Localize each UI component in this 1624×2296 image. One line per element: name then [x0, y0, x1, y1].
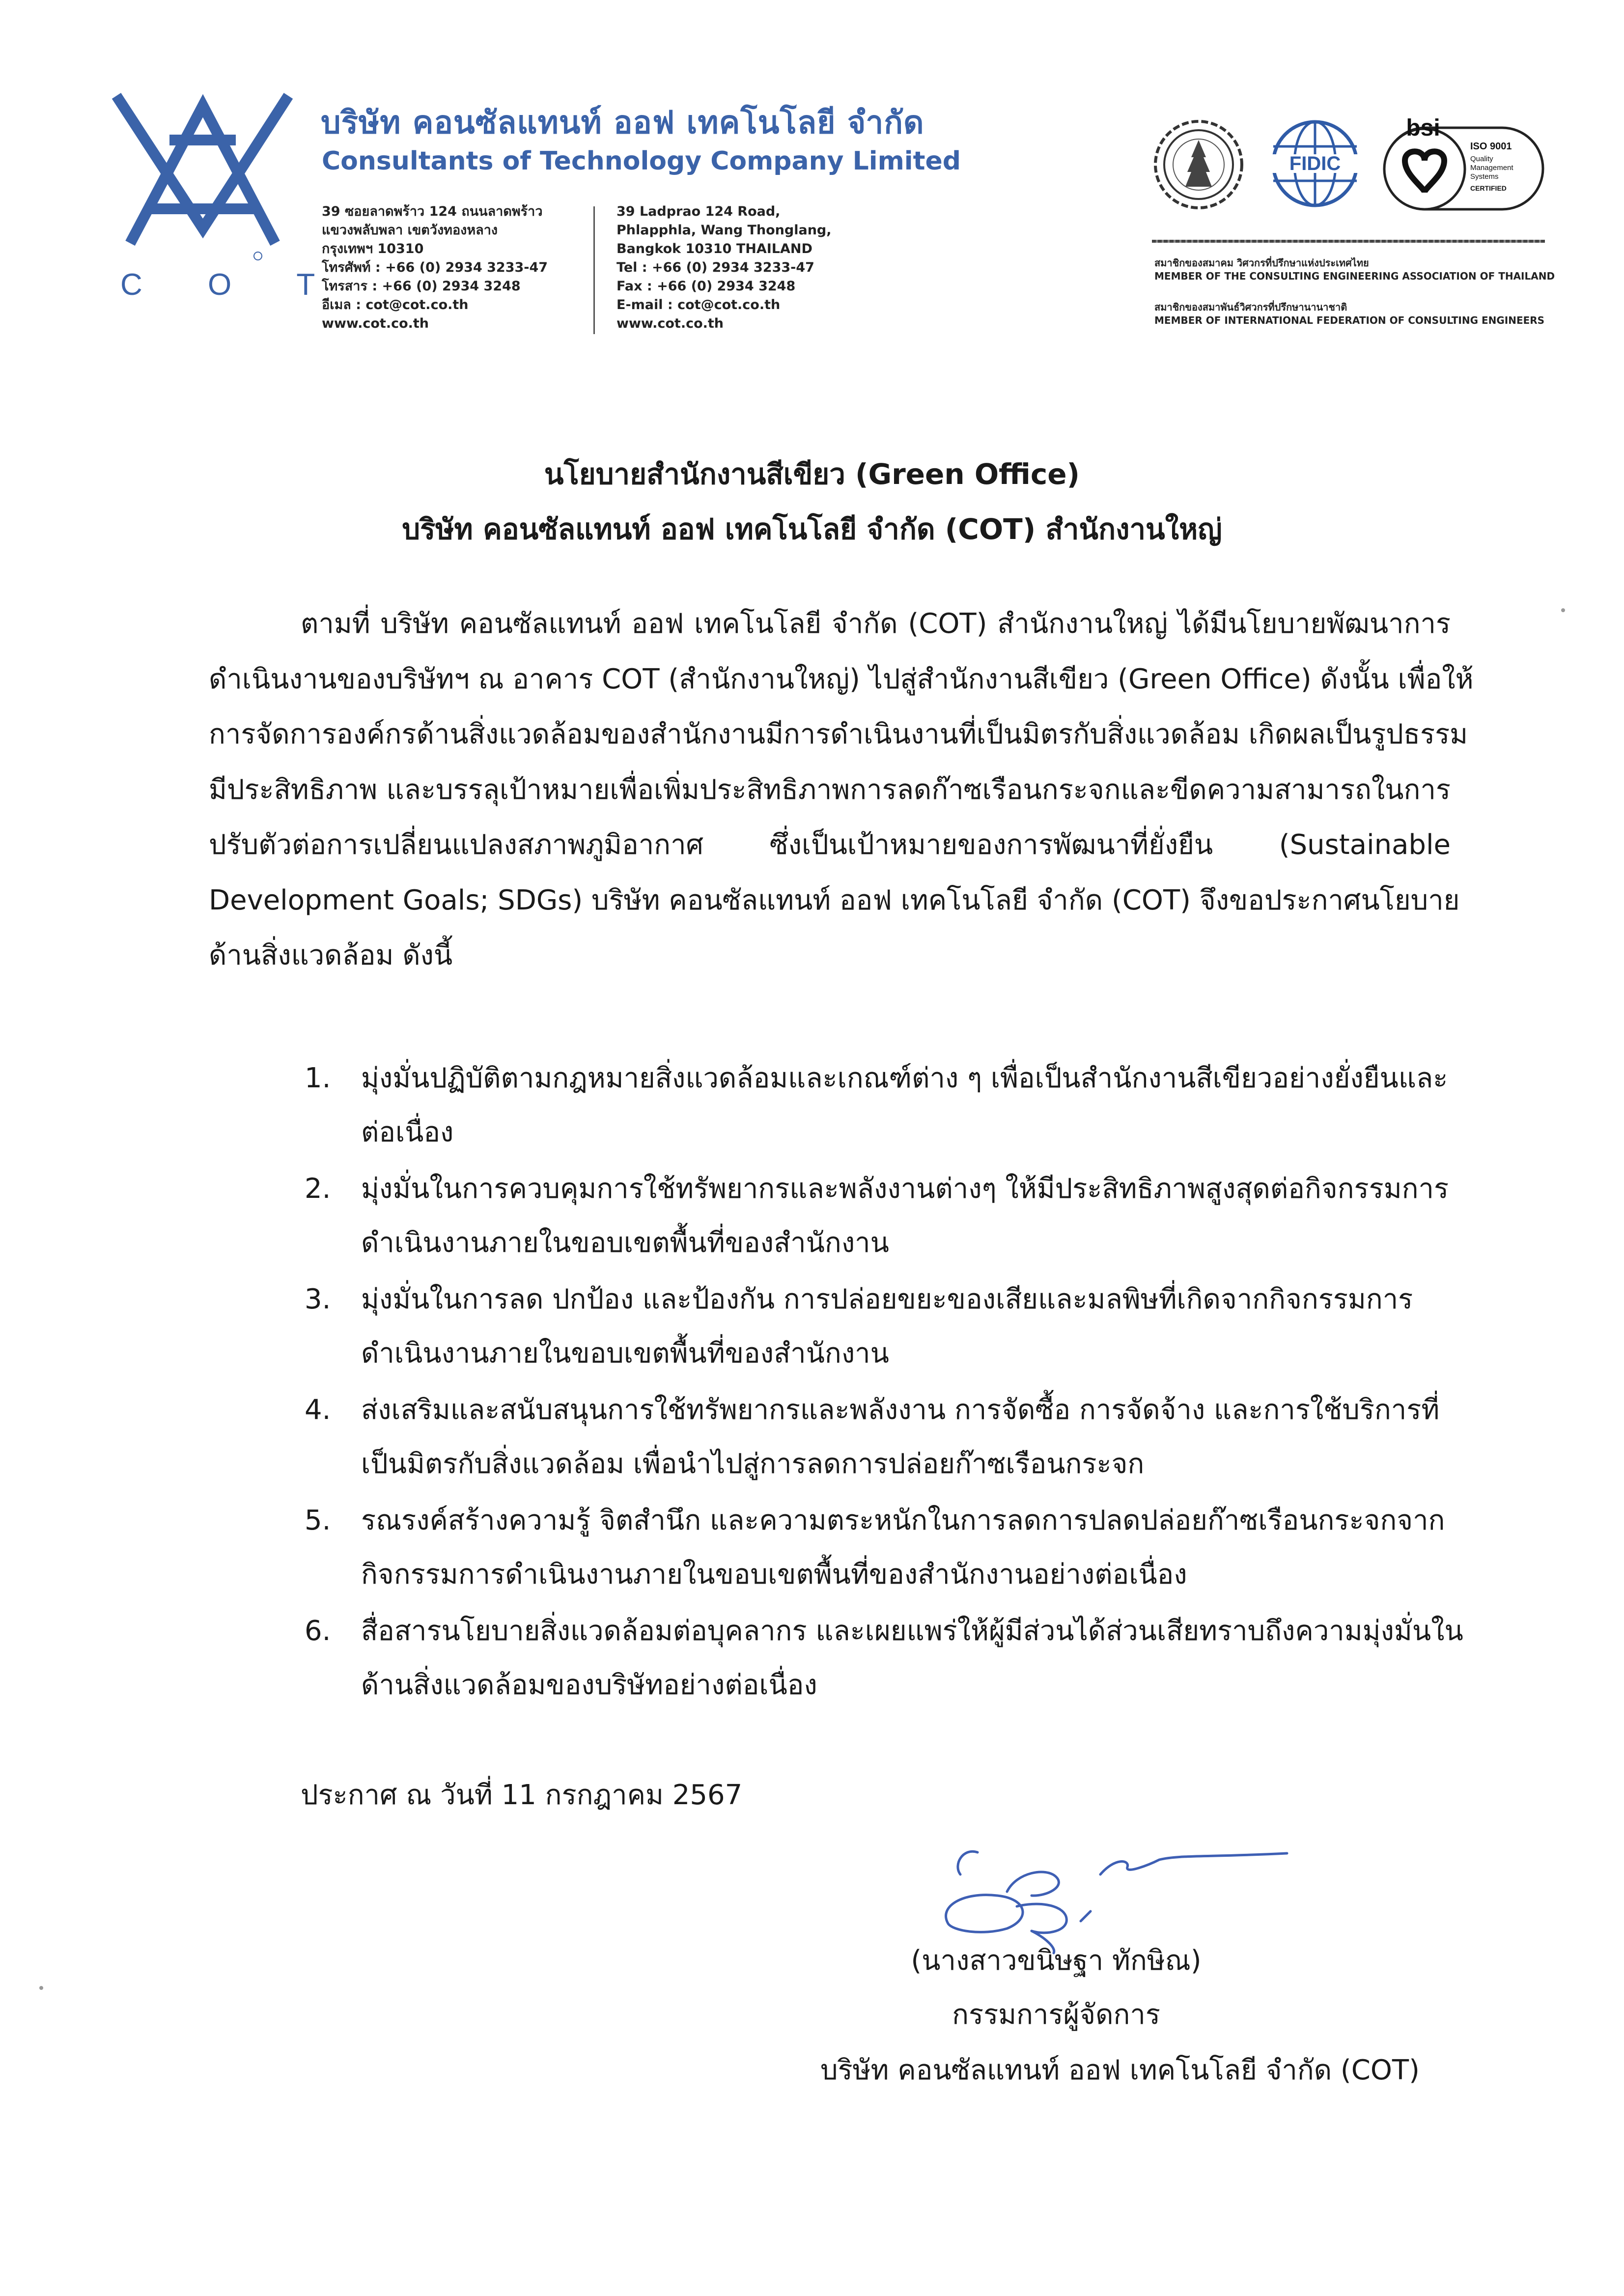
handwritten-signature: [933, 1838, 1307, 1956]
phone-line: โทรศัพท์ : +66 (0) 2934 3233-47: [322, 260, 548, 275]
address-line: กรุงเทพฯ 10310: [322, 241, 424, 256]
address-line: 39 ซอยลาดพร้าว 124 ถนนลาดพร้าว: [322, 204, 543, 219]
iso-text: Systems: [1470, 172, 1499, 181]
policy-number: 3.: [305, 1283, 331, 1315]
intro-line: ดำเนินงานของบริษัทฯ ณ อาคาร COT (สำนักงานใหญ่) ไปสู่สำนักงานสีเขียว (Green Office) ดังนั้น เพื่อให้: [209, 663, 1474, 695]
company-logo: [111, 96, 344, 302]
cea-seal-icon: [1152, 118, 1245, 211]
policy-text: กิจกรรมการดำเนินงานภายในขอบเขตพื้นที่ของสำนักงานอย่างต่อเนื่อง: [361, 1559, 1187, 1590]
intro-line: มีประสิทธิภาพ และบรรลุเป้าหมายเพื่อเพิ่มประสิทธิภาพการลดก๊าซเรือนกระจกและขีดความสามารถในการ: [209, 774, 1451, 806]
address-th: [322, 202, 548, 333]
signer-company: บริษัท คอนซัลแทนท์ ออฟ เทคโนโลยี จำกัด (COT): [820, 2054, 1420, 2086]
policy-text: มุ่งมั่นปฏิบัติตามกฎหมายสิ่งแวดล้อมและเกณฑ์ต่าง ๆ เพื่อเป็นสำนักงานสีเขียวอย่างยั่งยืนและ: [361, 1062, 1448, 1094]
address-en: [616, 202, 832, 333]
website-line: www.cot.co.th: [322, 316, 429, 331]
announcement-date: ประกาศ ณ วันที่ 11 กรกฎาคม 2567: [301, 1779, 743, 1811]
address-line: Phlapphla, Wang Thonglang,: [616, 223, 832, 238]
policy-number: 4.: [305, 1394, 331, 1426]
policy-text: ส่งเสริมและสนับสนุนการใช้ทรัพยากรและพลังงาน การจัดซื้อ การจัดจ้าง และการใช้บริการที่: [361, 1394, 1440, 1426]
policy-text: ดำเนินงานภายในขอบเขตพื้นที่ของสำนักงาน: [361, 1227, 889, 1259]
membership-en: MEMBER OF INTERNATIONAL FEDERATION OF CONSULTING ENGINEERS: [1154, 314, 1545, 326]
bsi-label: bsi: [1406, 115, 1440, 141]
membership-th: สมาชิกของสมาคม วิศวกรที่ปรึกษาแห่งประเทศไทย: [1154, 257, 1369, 269]
policy-text: ด้านสิ่งแวดล้อมของบริษัทอย่างต่อเนื่อง: [361, 1669, 817, 1701]
intro-line: ด้านสิ่งแวดล้อม ดังนี้: [209, 939, 453, 971]
fidic-globe-icon: [1267, 117, 1363, 210]
intro-line: ตามที่ บริษัท คอนซัลแทนท์ ออฟ เทคโนโลยี จำกัด (COT) สำนักงานใหญ่ ได้มีนโยบายพัฒนาการ: [301, 608, 1451, 640]
policy-number: 1.: [305, 1062, 331, 1094]
address-line: 39 Ladprao 124 Road,: [616, 204, 781, 219]
policy-text: ดำเนินงานภายในขอบเขตพื้นที่ของสำนักงาน: [361, 1337, 889, 1369]
scan-speck: [1561, 608, 1565, 612]
email-line: อีเมล : cot@cot.co.th: [322, 297, 469, 312]
fax-line: โทรสาร : +66 (0) 2934 3248: [322, 279, 521, 294]
membership-en: MEMBER OF THE CONSULTING ENGINEERING ASSOCIATION OF THAILAND: [1154, 270, 1555, 282]
policy-number: 6.: [305, 1615, 331, 1647]
policy-text: รณรงค์สร้างความรู้ จิตสำนึก และความตระหนักในการลดการปลดปล่อยก๊าซเรือนกระจกจาก: [361, 1504, 1445, 1536]
address-line: Bangkok 10310 THAILAND: [616, 241, 812, 256]
membership-th: สมาชิกของสมาพันธ์วิศวกรที่ปรึกษานานาชาติ: [1154, 301, 1347, 313]
logo-text: C O T: [120, 268, 344, 302]
intro-line: การจัดการองค์กรด้านสิ่งแวดล้อมของสำนักงานมีการดำเนินงานที่เป็นมิตรกับสิ่งแวดล้อม เกิดผลเป็นรูปธรรม: [209, 718, 1468, 750]
policy-number: 2.: [305, 1173, 331, 1205]
iso-label: ISO 9001: [1470, 141, 1512, 152]
membership-fidic: [1154, 301, 1544, 327]
signer-position: กรรมการผู้จัดการ: [952, 1999, 1160, 2031]
policy-text: มุ่งมั่นในการลด ปกป้อง และป้องกัน การปล่อยขยะของเสียและมลพิษที่เกิดจากกิจกรรมการ: [361, 1283, 1413, 1315]
document-subtitle: บริษัท คอนซัลแทนท์ ออฟ เทคโนโลยี จำกัด (COT) สำนักงานใหญ่: [402, 512, 1222, 546]
policy-text: เป็นมิตรกับสิ่งแวดล้อม เพื่อนำไปสู่การลดการปล่อยก๊าซเรือนกระจก: [361, 1448, 1145, 1480]
company-name-en: Consultants of Technology Company Limited: [322, 146, 961, 176]
signer-name: (นางสาวขนิษฐา ทักษิณ): [911, 1945, 1202, 1977]
bsi-iso-badge-icon: [1383, 114, 1545, 212]
website-line: www.cot.co.th: [616, 316, 724, 331]
phone-line: Tel : +66 (0) 2934 3233-47: [616, 260, 814, 275]
policy-number: 5.: [305, 1504, 331, 1536]
scan-speck: [39, 1986, 43, 1990]
address-line: แขวงพลับพลา เขตวังทองหลาง: [322, 223, 498, 238]
iso-text: Quality: [1470, 155, 1493, 163]
policy-text: มุ่งมั่นในการควบคุมการใช้ทรัพยากรและพลังงานต่างๆ ให้มีประสิทธิภาพสูงสุดต่อกิจกรรมการ: [361, 1173, 1449, 1205]
fax-line: Fax : +66 (0) 2934 3248: [616, 279, 796, 294]
fidic-label: FIDIC: [1289, 153, 1341, 174]
email-line: E-mail : cot@cot.co.th: [616, 297, 781, 312]
policy-text: สื่อสารนโยบายสิ่งแวดล้อมต่อบุคลากร และเผยแพร่ให้ผู้มีส่วนได้ส่วนเสียทราบถึงความมุ่งมั่นใน: [361, 1615, 1463, 1647]
iso-text: CERTIFIED: [1470, 184, 1507, 192]
document-title: นโยบายสำนักงานสีเขียว (Green Office): [544, 457, 1080, 491]
iso-text: Management: [1470, 164, 1513, 172]
intro-line: ปรับตัวต่อการเปลี่ยนแปลงสภาพภูมิอากาศ ซึ่งเป็นเป้าหมายของการพัฒนาที่ยั่งยืน (Sustainable: [209, 829, 1451, 861]
policy-text: ต่อเนื่อง: [361, 1116, 454, 1148]
company-name-th: บริษัท คอนซัลแทนท์ ออฟ เทคโนโลยี จำกัด: [321, 105, 924, 141]
membership-divider: [1152, 240, 1545, 243]
address-divider: [593, 206, 595, 334]
membership-cea: [1154, 256, 1555, 283]
intro-line: Development Goals; SDGs) บริษัท คอนซัลแทนท์ ออฟ เทคโนโลยี จำกัด (COT) จึงขอประกาศนโยบาย: [209, 884, 1460, 916]
